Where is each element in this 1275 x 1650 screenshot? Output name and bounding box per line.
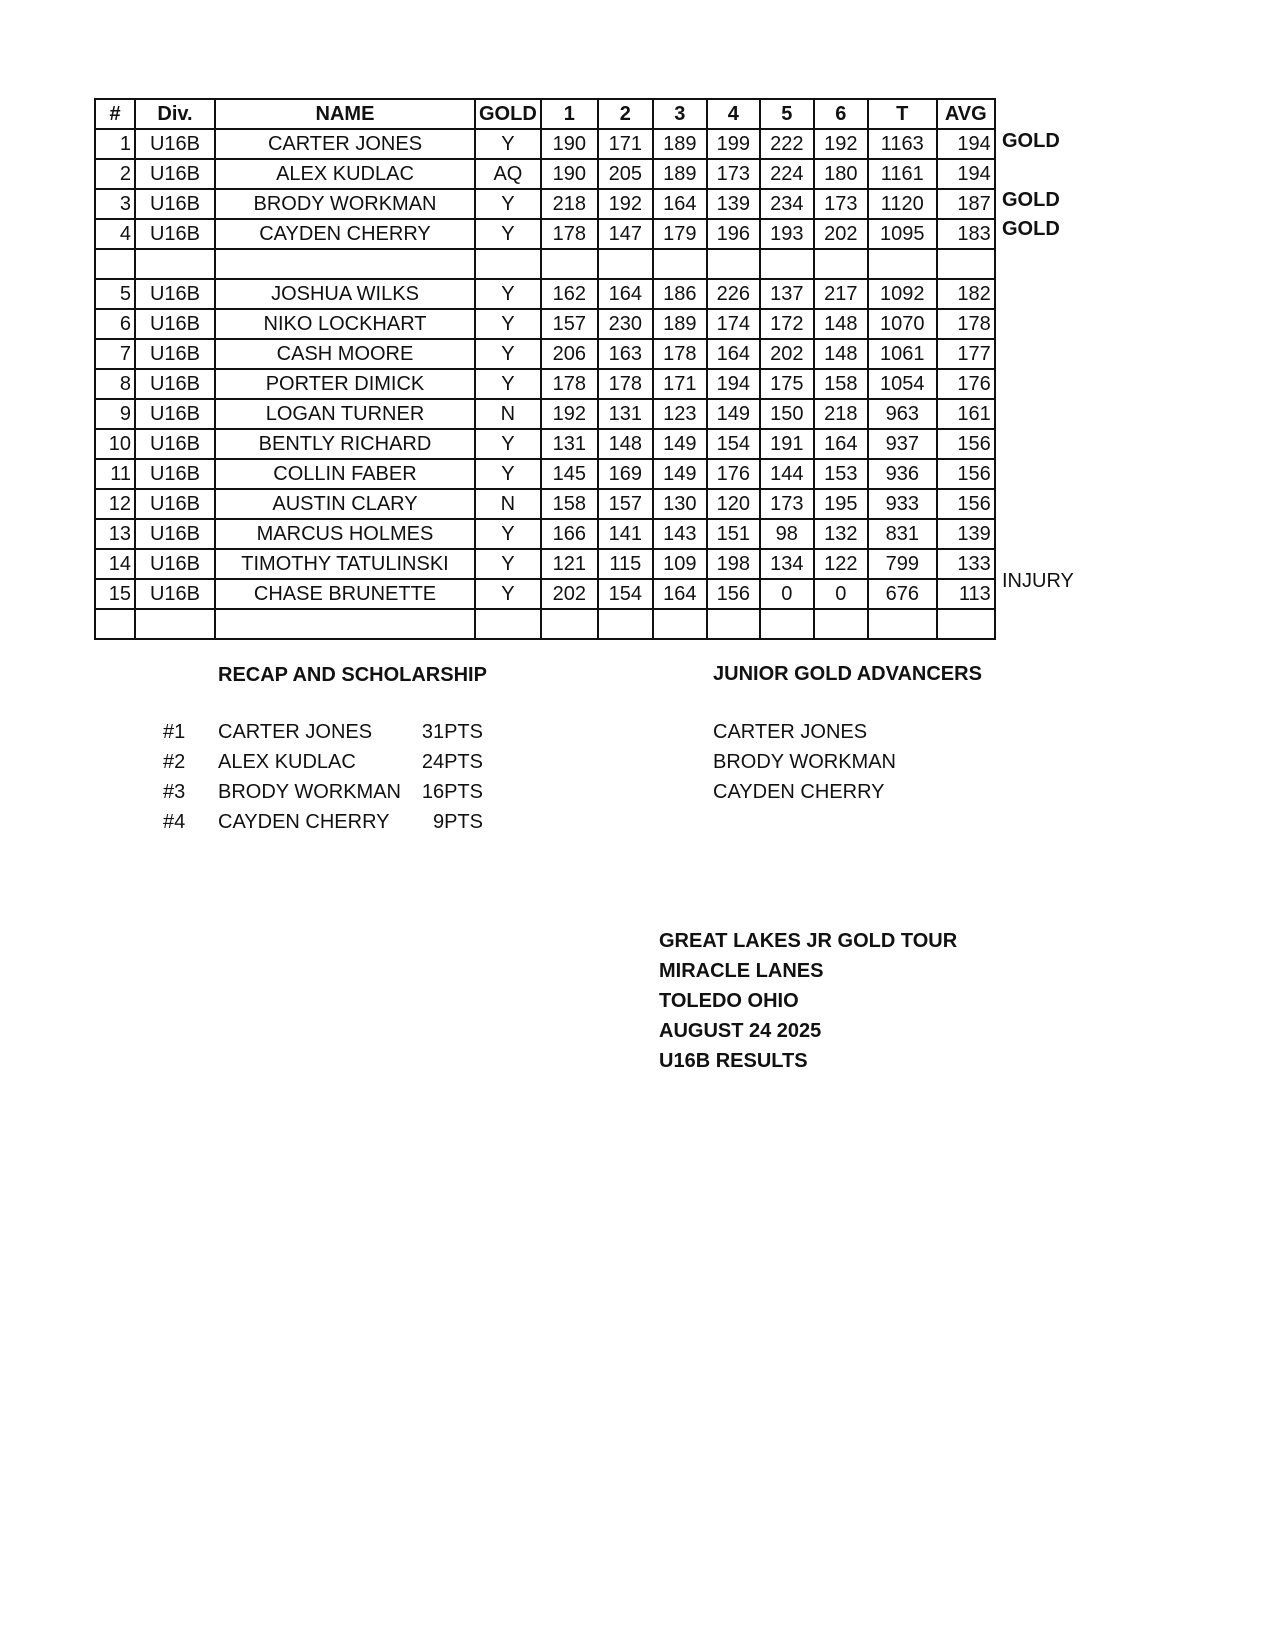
game-1-cell: 190 [541, 129, 598, 159]
name-cell: CHASE BRUNETTE [215, 579, 475, 609]
blank-cell [475, 609, 541, 639]
game-1-cell: 158 [541, 489, 598, 519]
avg-cell: 139 [937, 519, 995, 549]
blank-cell [95, 609, 135, 639]
recap-rank: #3 [163, 781, 186, 803]
game-5-cell: 137 [760, 279, 814, 309]
avg-cell: 178 [937, 309, 995, 339]
blank-cell [814, 249, 868, 279]
game-3-cell: 109 [653, 549, 707, 579]
recap-entry [163, 751, 493, 781]
game-1-cell: 166 [541, 519, 598, 549]
recap-points: 16PTS [421, 781, 483, 803]
name-cell: CAYDEN CHERRY [215, 219, 475, 249]
total-cell: 1054 [868, 369, 937, 399]
blank-cell [215, 249, 475, 279]
game-4-cell: 199 [707, 129, 760, 159]
blank-cell [868, 609, 937, 639]
avg-cell: 133 [937, 549, 995, 579]
game-2-cell: 163 [598, 339, 653, 369]
div-cell: U16B [135, 279, 215, 309]
blank-cell [937, 609, 995, 639]
rank-cell: 5 [95, 279, 135, 309]
table-row [95, 579, 995, 609]
rank-cell: 8 [95, 369, 135, 399]
name-cell: BENTLY RICHARD [215, 429, 475, 459]
advancer-name: BRODY WORKMAN [713, 751, 896, 773]
game-2-cell: 148 [598, 429, 653, 459]
total-cell: 937 [868, 429, 937, 459]
total-cell: 831 [868, 519, 937, 549]
game-3-cell: 189 [653, 129, 707, 159]
game-6-cell: 173 [814, 189, 868, 219]
gold-cell: Y [475, 339, 541, 369]
avg-cell: 182 [937, 279, 995, 309]
game-4-cell: 149 [707, 399, 760, 429]
gold-cell: Y [475, 369, 541, 399]
rank-cell: 6 [95, 309, 135, 339]
name-cell: TIMOTHY TATULINSKI [215, 549, 475, 579]
blank-cell [95, 249, 135, 279]
game-2-cell: 141 [598, 519, 653, 549]
table-row [95, 129, 995, 159]
event-venue: MIRACLE LANES [659, 960, 824, 982]
total-cell: 1095 [868, 219, 937, 249]
game-4-cell: 198 [707, 549, 760, 579]
recap-rank: #1 [163, 721, 186, 743]
game-5-cell: 193 [760, 219, 814, 249]
table-row [95, 369, 995, 399]
game-5-cell: 234 [760, 189, 814, 219]
rank-cell: 3 [95, 189, 135, 219]
gold-note: GOLD [1002, 130, 1060, 152]
gold-cell: Y [475, 279, 541, 309]
game-6-cell: 192 [814, 129, 868, 159]
header-rank: # [95, 99, 135, 129]
avg-cell: 161 [937, 399, 995, 429]
avg-cell: 156 [937, 489, 995, 519]
avg-cell: 156 [937, 429, 995, 459]
game-4-cell: 176 [707, 459, 760, 489]
game-3-cell: 143 [653, 519, 707, 549]
game-6-cell: 148 [814, 309, 868, 339]
gold-cell: AQ [475, 159, 541, 189]
total-cell: 1070 [868, 309, 937, 339]
advancer-name: CARTER JONES [713, 721, 868, 743]
game-4-cell: 226 [707, 279, 760, 309]
injury-note: INJURY [1002, 569, 1074, 592]
game-5-cell: 144 [760, 459, 814, 489]
game-2-cell: 178 [598, 369, 653, 399]
game-2-cell: 164 [598, 279, 653, 309]
avg-cell: 194 [937, 129, 995, 159]
game-1-cell: 121 [541, 549, 598, 579]
game-3-cell: 164 [653, 189, 707, 219]
gold-cell: Y [475, 189, 541, 219]
name-cell: LOGAN TURNER [215, 399, 475, 429]
recap-heading: RECAP AND SCHOLARSHIP [218, 664, 487, 686]
game-6-cell: 217 [814, 279, 868, 309]
rank-cell: 14 [95, 549, 135, 579]
game-4-cell: 151 [707, 519, 760, 549]
gold-note: GOLD [1002, 188, 1060, 211]
recap-rank: #4 [163, 811, 186, 833]
table-row [95, 399, 995, 429]
game-4-cell: 139 [707, 189, 760, 219]
recap-name: CAYDEN CHERRY [218, 811, 390, 833]
game-3-cell: 171 [653, 369, 707, 399]
table-row [95, 309, 995, 339]
blank-cell [475, 249, 541, 279]
game-4-cell: 173 [707, 159, 760, 189]
blank-cell [653, 249, 707, 279]
game-3-cell: 164 [653, 579, 707, 609]
game-3-cell: 179 [653, 219, 707, 249]
game-3-cell: 123 [653, 399, 707, 429]
game-1-cell: 131 [541, 429, 598, 459]
table-row [95, 429, 995, 459]
blank-cell [598, 249, 653, 279]
div-cell: U16B [135, 309, 215, 339]
table-row [95, 489, 995, 519]
div-cell: U16B [135, 189, 215, 219]
gold-cell: Y [475, 429, 541, 459]
rank-cell: 4 [95, 219, 135, 249]
header-name: NAME [215, 99, 475, 129]
game-5-cell: 134 [760, 549, 814, 579]
avg-cell: 156 [937, 459, 995, 489]
gold-cell: Y [475, 459, 541, 489]
game-3-cell: 189 [653, 159, 707, 189]
game-6-cell: 148 [814, 339, 868, 369]
header-avg: AVG [937, 99, 995, 129]
total-cell: 1161 [868, 159, 937, 189]
recap-points: 9PTS [432, 811, 483, 833]
advancers-heading: JUNIOR GOLD ADVANCERS [713, 663, 982, 685]
game-1-cell: 192 [541, 399, 598, 429]
header-game-5: 5 [760, 99, 814, 129]
game-5-cell: 224 [760, 159, 814, 189]
gold-cell: Y [475, 519, 541, 549]
game-5-cell: 172 [760, 309, 814, 339]
game-6-cell: 158 [814, 369, 868, 399]
rank-cell: 1 [95, 129, 135, 159]
div-cell: U16B [135, 219, 215, 249]
rank-cell: 13 [95, 519, 135, 549]
event-info [659, 930, 957, 1080]
game-4-cell: 120 [707, 489, 760, 519]
div-cell: U16B [135, 129, 215, 159]
header-game-6: 6 [814, 99, 868, 129]
game-4-cell: 154 [707, 429, 760, 459]
game-1-cell: 202 [541, 579, 598, 609]
name-cell: MARCUS HOLMES [215, 519, 475, 549]
blank-cell [135, 609, 215, 639]
div-cell: U16B [135, 489, 215, 519]
header-gold: GOLD [475, 99, 541, 129]
div-cell: U16B [135, 519, 215, 549]
gold-note: GOLD [1002, 217, 1060, 240]
gold-cell: N [475, 399, 541, 429]
results-body [95, 129, 995, 639]
recap-entry [163, 781, 493, 811]
recap-name: ALEX KUDLAC [218, 751, 356, 773]
game-5-cell: 191 [760, 429, 814, 459]
total-cell: 1163 [868, 129, 937, 159]
advancer-name: CAYDEN CHERRY [713, 781, 885, 803]
game-5-cell: 175 [760, 369, 814, 399]
div-cell: U16B [135, 459, 215, 489]
game-5-cell: 0 [760, 579, 814, 609]
game-6-cell: 218 [814, 399, 868, 429]
game-6-cell: 122 [814, 549, 868, 579]
table-row [95, 549, 995, 579]
div-cell: U16B [135, 369, 215, 399]
blank-cell [135, 249, 215, 279]
rank-cell: 15 [95, 579, 135, 609]
table-row [95, 519, 995, 549]
div-cell: U16B [135, 429, 215, 459]
table-row [95, 339, 995, 369]
game-3-cell: 178 [653, 339, 707, 369]
header-div: Div. [135, 99, 215, 129]
game-3-cell: 130 [653, 489, 707, 519]
game-3-cell: 186 [653, 279, 707, 309]
recap-points: 24PTS [421, 751, 483, 773]
header-game-2: 2 [598, 99, 653, 129]
name-cell: PORTER DIMICK [215, 369, 475, 399]
game-2-cell: 192 [598, 189, 653, 219]
avg-cell: 194 [937, 159, 995, 189]
total-cell: 963 [868, 399, 937, 429]
game-5-cell: 202 [760, 339, 814, 369]
name-cell: CARTER JONES [215, 129, 475, 159]
header-game-3: 3 [653, 99, 707, 129]
game-2-cell: 230 [598, 309, 653, 339]
total-cell: 1092 [868, 279, 937, 309]
avg-cell: 187 [937, 189, 995, 219]
game-2-cell: 157 [598, 489, 653, 519]
blank-cell [541, 249, 598, 279]
game-6-cell: 195 [814, 489, 868, 519]
name-cell: JOSHUA WILKS [215, 279, 475, 309]
game-6-cell: 153 [814, 459, 868, 489]
avg-cell: 113 [937, 579, 995, 609]
game-2-cell: 147 [598, 219, 653, 249]
name-cell: COLLIN FABER [215, 459, 475, 489]
game-1-cell: 190 [541, 159, 598, 189]
blank-row [95, 609, 995, 639]
recap-entry [163, 721, 493, 751]
blank-cell [814, 609, 868, 639]
recap-entry [163, 811, 493, 841]
div-cell: U16B [135, 339, 215, 369]
game-1-cell: 206 [541, 339, 598, 369]
avg-cell: 183 [937, 219, 995, 249]
game-1-cell: 218 [541, 189, 598, 219]
game-1-cell: 157 [541, 309, 598, 339]
total-cell: 1120 [868, 189, 937, 219]
gold-cell: N [475, 489, 541, 519]
game-4-cell: 164 [707, 339, 760, 369]
rank-cell: 10 [95, 429, 135, 459]
game-1-cell: 178 [541, 369, 598, 399]
game-6-cell: 164 [814, 429, 868, 459]
game-5-cell: 173 [760, 489, 814, 519]
game-6-cell: 132 [814, 519, 868, 549]
blank-cell [937, 249, 995, 279]
blank-cell [707, 249, 760, 279]
results-table [94, 98, 996, 640]
recap-name: BRODY WORKMAN [218, 781, 401, 803]
game-5-cell: 98 [760, 519, 814, 549]
table-header-row [95, 99, 995, 129]
header-game-4: 4 [707, 99, 760, 129]
game-1-cell: 178 [541, 219, 598, 249]
table-row [95, 459, 995, 489]
game-2-cell: 205 [598, 159, 653, 189]
game-2-cell: 154 [598, 579, 653, 609]
game-3-cell: 189 [653, 309, 707, 339]
gold-cell: Y [475, 549, 541, 579]
rank-cell: 11 [95, 459, 135, 489]
game-2-cell: 171 [598, 129, 653, 159]
div-cell: U16B [135, 579, 215, 609]
game-6-cell: 180 [814, 159, 868, 189]
name-cell: CASH MOORE [215, 339, 475, 369]
total-cell: 799 [868, 549, 937, 579]
header-total: T [868, 99, 937, 129]
header-game-1: 1 [541, 99, 598, 129]
event-city: TOLEDO OHIO [659, 990, 799, 1012]
blank-cell [760, 249, 814, 279]
event-tour: GREAT LAKES JR GOLD TOUR [659, 930, 958, 952]
gold-cell: Y [475, 309, 541, 339]
game-3-cell: 149 [653, 459, 707, 489]
game-3-cell: 149 [653, 429, 707, 459]
blank-cell [868, 249, 937, 279]
game-1-cell: 145 [541, 459, 598, 489]
table-row [95, 159, 995, 189]
table-row [95, 219, 995, 249]
div-cell: U16B [135, 549, 215, 579]
name-cell: BRODY WORKMAN [215, 189, 475, 219]
game-4-cell: 156 [707, 579, 760, 609]
game-4-cell: 174 [707, 309, 760, 339]
rank-cell: 12 [95, 489, 135, 519]
rank-cell: 7 [95, 339, 135, 369]
name-cell: NIKO LOCKHART [215, 309, 475, 339]
game-6-cell: 202 [814, 219, 868, 249]
blank-cell [653, 609, 707, 639]
div-cell: U16B [135, 159, 215, 189]
blank-cell [707, 609, 760, 639]
game-5-cell: 222 [760, 129, 814, 159]
total-cell: 676 [868, 579, 937, 609]
name-cell: AUSTIN CLARY [215, 489, 475, 519]
game-4-cell: 194 [707, 369, 760, 399]
name-cell: ALEX KUDLAC [215, 159, 475, 189]
gold-cell: Y [475, 219, 541, 249]
rank-cell: 2 [95, 159, 135, 189]
game-1-cell: 162 [541, 279, 598, 309]
blank-cell [541, 609, 598, 639]
blank-cell [215, 609, 475, 639]
recap-rank: #2 [163, 751, 186, 773]
total-cell: 933 [868, 489, 937, 519]
avg-cell: 176 [937, 369, 995, 399]
div-cell: U16B [135, 399, 215, 429]
gold-cell: Y [475, 579, 541, 609]
game-2-cell: 115 [598, 549, 653, 579]
total-cell: 1061 [868, 339, 937, 369]
game-5-cell: 150 [760, 399, 814, 429]
recap-name: CARTER JONES [218, 721, 373, 743]
game-2-cell: 169 [598, 459, 653, 489]
blank-cell [760, 609, 814, 639]
game-2-cell: 131 [598, 399, 653, 429]
rank-cell: 9 [95, 399, 135, 429]
table-row [95, 279, 995, 309]
blank-cell [598, 609, 653, 639]
game-4-cell: 196 [707, 219, 760, 249]
table-row [95, 189, 995, 219]
game-6-cell: 0 [814, 579, 868, 609]
recap-points: 31PTS [421, 721, 483, 743]
event-results-title: U16B RESULTS [659, 1050, 808, 1072]
event-date: AUGUST 24 2025 [659, 1020, 822, 1042]
total-cell: 936 [868, 459, 937, 489]
avg-cell: 177 [937, 339, 995, 369]
blank-row [95, 249, 995, 279]
gold-cell: Y [475, 129, 541, 159]
